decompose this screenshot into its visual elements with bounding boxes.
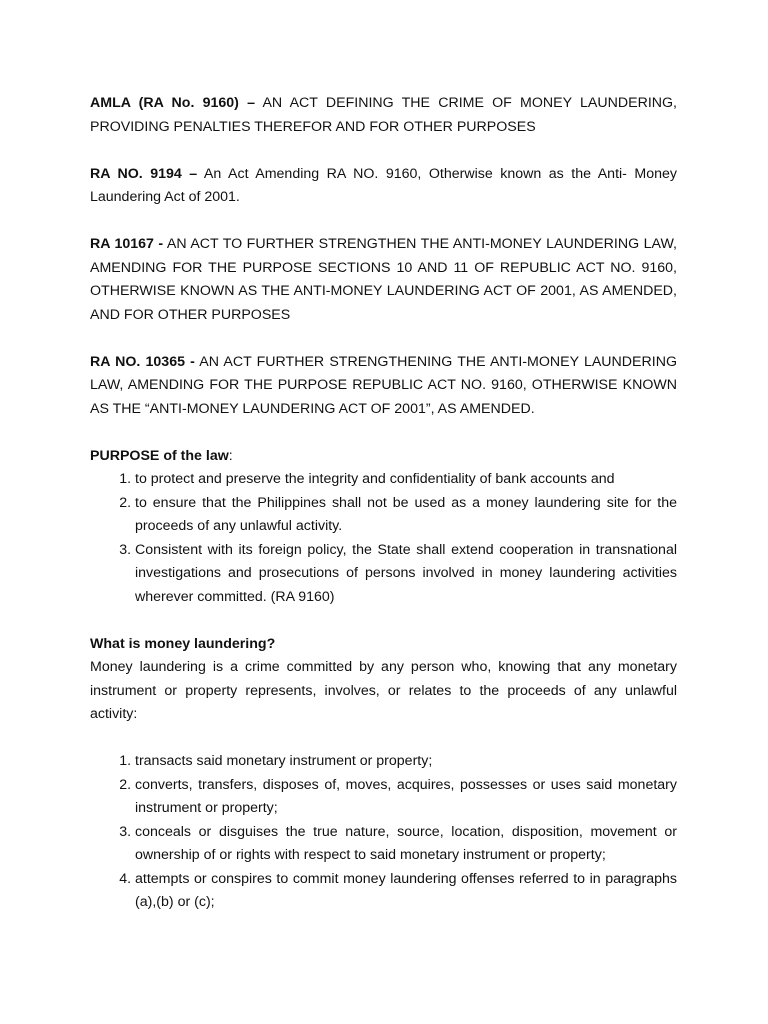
- law-title: AMLA (RA No. 9160) –: [90, 95, 256, 111]
- law-entry-ra-10365: [90, 351, 677, 422]
- definition-list-item: 2. converts, transfers, disposes of, moves, acquires, possesses or uses said monetary instrument or property;: [135, 774, 677, 821]
- purpose-heading-colon: :: [228, 447, 233, 464]
- purpose-list-item: 3. Consistent with its foreign policy, the State shall extend cooperation in transnational investigations and prosecutions of persons involved in money laundering activities wherever committed. (RA 9160): [135, 539, 677, 610]
- definition-list: [90, 750, 677, 915]
- law-description: AN ACT FURTHER STRENGTHENING THE ANTI-MONEY LAUNDERING LAW, AMENDING FOR THE PURPOSE REPUBLIC ACT NO. 9160, OTHERWISE KNOWN AS THE “ANTI-MONEY LAUNDERING ACT OF 2001”, AS AMENDED.: [90, 353, 677, 417]
- purpose-heading: [90, 445, 677, 469]
- law-description: An Act Amending RA NO. 9160, Otherwise known as the Anti- Money Laundering Act of 2001.: [90, 165, 677, 205]
- law-entry-ra-9194: [90, 163, 677, 210]
- law-title: RA 10167 -: [90, 236, 164, 252]
- law-entry-amla: [90, 92, 677, 139]
- law-entry-ra-10167: [90, 233, 677, 327]
- definition-list-item: 1. transacts said monetary instrument or property;: [135, 750, 677, 774]
- law-title: RA NO. 9194 –: [90, 165, 198, 182]
- purpose-heading-label: PURPOSE of the law: [90, 447, 229, 464]
- document-page: [90, 92, 677, 938]
- law-title: RA NO. 10365 -: [90, 353, 195, 370]
- definition-intro: Money laundering is a crime committed by any person who, knowing that any monetary instrument or property represents, involves, or relates to the proceeds of any unlawful activity:: [90, 659, 677, 722]
- purpose-list-item: 2. to ensure that the Philippines shall not be used as a money laundering site for the proceeds of any unlawful activity.: [135, 492, 677, 539]
- definition-heading: [90, 633, 677, 657]
- purpose-list: [90, 468, 677, 609]
- definition-list-item: 4. attempts or conspires to commit money laundering offenses referred to in paragraphs (a),(b) or (c);: [135, 868, 677, 915]
- definition-heading-label: What is money laundering?: [90, 635, 276, 652]
- purpose-list-item: 1. to protect and preserve the integrity and confidentiality of bank accounts and: [135, 468, 677, 492]
- law-description: AN ACT TO FURTHER STRENGTHEN THE ANTI-MONEY LAUNDERING LAW, AMENDING FOR THE PURPOSE SECTIONS 10 AND 11 OF REPUBLIC ACT NO. 9160, OTHERWISE KNOWN AS THE ANTI-MONEY LAUNDERING ACT OF 2001, AS AMENDED, AND FOR OTHER PURPOSES: [90, 236, 678, 323]
- definition-list-item: 3. conceals or disguises the true nature, source, location, disposition, movement or ownership of or rights with respect to said monetary instrument or property;: [135, 821, 677, 868]
- law-description: AN ACT DEFINING THE CRIME OF MONEY LAUNDERING, PROVIDING PENALTIES THEREFOR AND FOR OTHER PURPOSES: [90, 95, 677, 135]
